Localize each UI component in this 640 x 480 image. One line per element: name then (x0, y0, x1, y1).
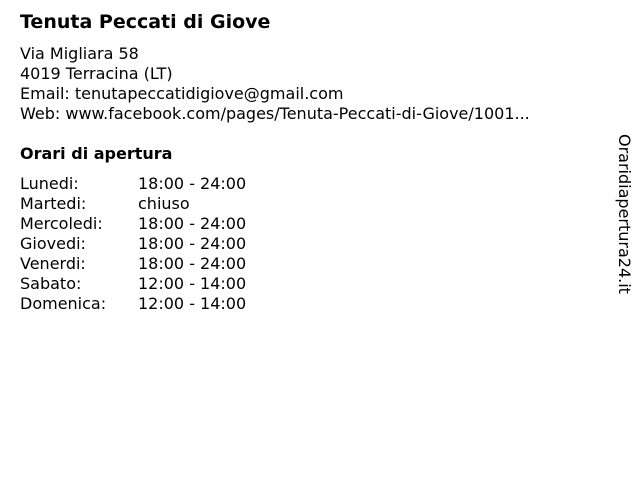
day-label: Lunedi: (20, 174, 79, 193)
time-value: chiuso (138, 194, 190, 213)
city-address: 4019 Terracina (LT) (20, 64, 173, 83)
business-info (20, 44, 530, 124)
day-label: Martedi: (20, 194, 87, 213)
email-line[interactable]: Email: tenutapeccatidigiove@gmail.com (20, 84, 344, 103)
street-address: Via Migliara 58 (20, 44, 139, 63)
hours-heading: Orari di apertura (20, 144, 173, 163)
day-label: Sabato: (20, 274, 82, 293)
time-value: 18:00 - 24:00 (138, 174, 247, 193)
site-brand-vertical: Oraridiapertura24.it (615, 134, 634, 294)
day-label: Domenica: (20, 294, 107, 313)
time-value: 18:00 - 24:00 (138, 254, 247, 273)
time-value: 12:00 - 14:00 (138, 294, 247, 313)
day-label: Mercoledi: (20, 214, 103, 233)
day-label: Giovedi: (20, 234, 86, 253)
time-value: 18:00 - 24:00 (138, 214, 247, 233)
day-label: Venerdi: (20, 254, 86, 273)
web-line[interactable]: Web: www.facebook.com/pages/Tenuta-Peccati-di-Giove/1001... (20, 104, 530, 123)
business-name: Tenuta Peccati di Giove (20, 11, 271, 33)
time-value: 18:00 - 24:00 (138, 234, 247, 253)
time-value: 12:00 - 14:00 (138, 274, 247, 293)
